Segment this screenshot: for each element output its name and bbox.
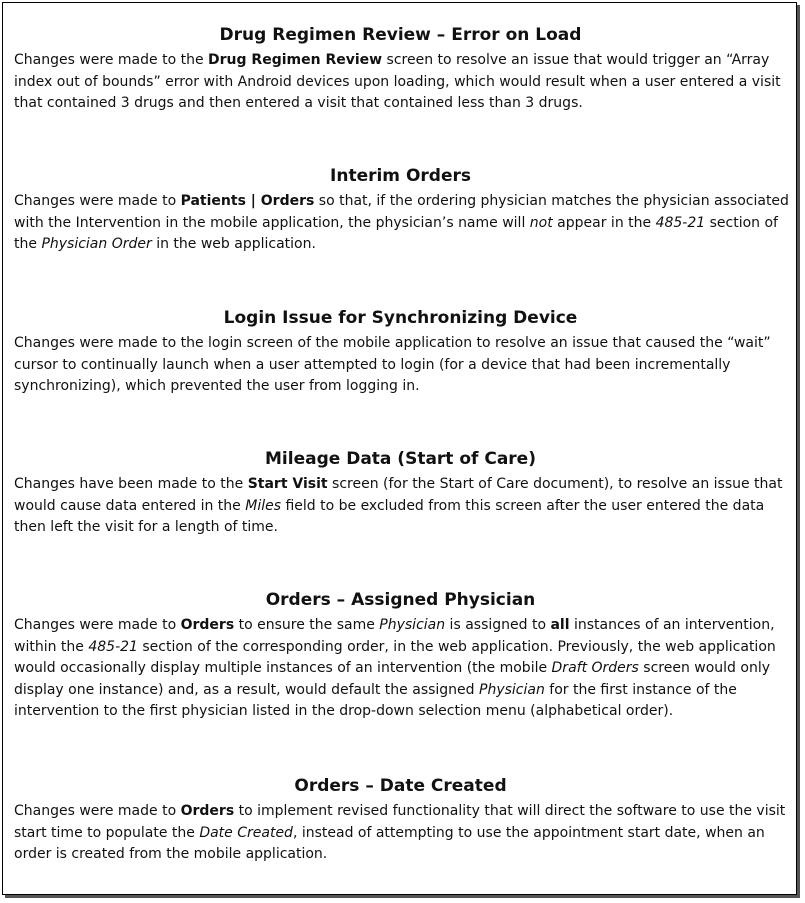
text-run: for the first instance of the intervention to the first physician listed in the drop-down selection menu (alphabetical order). [14, 681, 737, 720]
text-run: Changes were made to [14, 803, 181, 819]
bold-term: all [550, 617, 570, 633]
text-run: section of the corresponding order, in the web application. Previously, the web application would occasionally display multiple instances of an intervention (the mobile [14, 638, 776, 677]
section-title: Mileage Data (Start of Care) [265, 449, 536, 469]
text-run: Changes were made to the login screen of the mobile application to resolve an issue that caused the “wait” cursor to continually launch when a user attempted to login (for a device that had been incrementally synchronizing), which prevented the user from logging in. [14, 335, 771, 395]
section-login-issue [3, 307, 798, 398]
section-title: Interim Orders [330, 166, 471, 186]
section-interim-orders [3, 165, 798, 256]
italic-term: Date Created [199, 824, 293, 841]
text-run: to implement revised functionality that will direct the software to use the visit start time to populate the [14, 803, 786, 841]
bold-term: Orders [180, 617, 235, 633]
section-body [3, 615, 798, 723]
section-body [3, 474, 798, 539]
italic-term: 485-21 [655, 214, 706, 231]
italic-term: Physician Order [41, 236, 152, 253]
text-run: to ensure the same [234, 617, 380, 633]
section-orders-assigned-physician [3, 589, 798, 723]
text-run: Changes were made to [14, 193, 181, 209]
bold-term: Orders [180, 803, 235, 819]
italic-term: Physician [479, 681, 545, 698]
italic-term: not [529, 214, 553, 231]
section-drug-regimen-review [3, 24, 798, 115]
section-body [3, 333, 798, 398]
bold-term: Drug Regimen Review [208, 52, 383, 68]
bold-term: Start Visit [247, 476, 328, 492]
document-frame [2, 2, 797, 895]
text-run: field to be excluded from this screen after the user entered the data then left the visit for a length of time. [14, 497, 765, 536]
italic-term: Miles [245, 497, 281, 514]
italic-term: Draft Orders [551, 660, 639, 677]
section-body [3, 801, 798, 866]
section-body [3, 50, 798, 115]
text-run: Changes were made to the [14, 52, 209, 68]
text-run: instances of an intervention, within the [14, 617, 775, 655]
section-orders-date-created [3, 775, 798, 866]
text-run: , instead of attempting to use the appointment start date, when an order is created from the mobile application. [14, 824, 765, 863]
text-run: screen (for the Start of Care document), to resolve an issue that would cause data entered in the [14, 476, 783, 514]
italic-term: 485-21 [88, 638, 138, 655]
text-run: section of the [14, 214, 778, 253]
section-title: Orders – Date Created [294, 776, 507, 796]
italic-term: Physician [379, 617, 446, 633]
text-run: is assigned to [445, 617, 551, 633]
text-run: in the web application. [151, 236, 316, 253]
section-title: Login Issue for Synchronizing Device [223, 308, 578, 328]
section-title: Drug Regimen Review – Error on Load [219, 25, 582, 45]
text-run: Changes were made to [14, 617, 181, 633]
section-mileage-data [3, 448, 798, 539]
text-run: screen would only display one instance) and, as a result, would default the assigned [14, 660, 771, 698]
bold-term: Patients | Orders [180, 193, 315, 209]
section-title: Orders – Assigned Physician [265, 590, 536, 610]
section-body [3, 191, 798, 256]
text-run: so that, if the ordering physician matches the physician associated with the Intervention in the mobile application, the physician’s name will [14, 193, 789, 231]
text-run: appear in the [552, 214, 656, 231]
text-run: screen to resolve an issue that would trigger an “Array index out of bounds” error with Android devices upon loading, which would result when a user entered a visit that contained 3 drugs and then entered a visit that contained less than 3 drugs. [14, 52, 781, 112]
text-run: Changes have been made to the [14, 476, 248, 492]
